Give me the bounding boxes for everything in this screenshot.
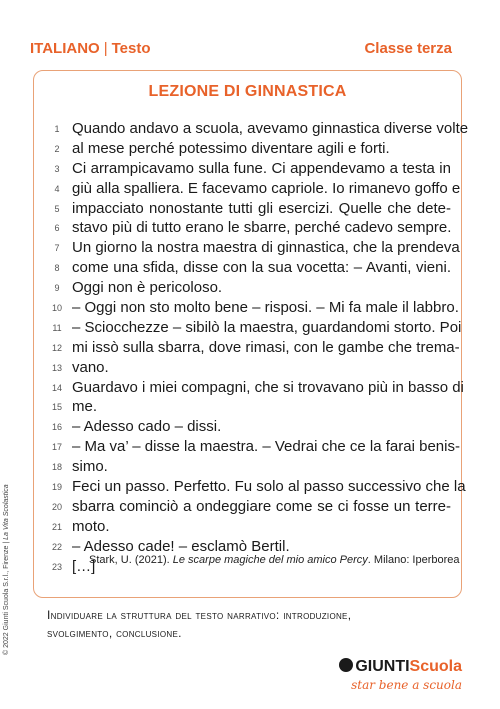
line-text: stavo più di tutto erano le sbarre, perché cadevo sempre. [72, 219, 452, 237]
instruction [47, 606, 351, 642]
line-number: 9 [54, 283, 60, 294]
copyright-text: © 2022 Giunti Scuola S.r.l., Firenze | [3, 539, 10, 655]
line-number: 22 [51, 541, 62, 552]
text-line [34, 119, 469, 139]
text-frame [33, 70, 469, 598]
line-number: 5 [54, 203, 60, 214]
header-separator: | [103, 40, 108, 57]
text-line [34, 358, 461, 378]
copyright-notice [3, 484, 10, 655]
line-number: 20 [51, 501, 62, 512]
line-number: 15 [51, 402, 62, 413]
line-text: come una sfida, disse con la sua vocetta: – Avanti, vieni. [72, 259, 451, 277]
text-line [34, 238, 461, 258]
line-number: 6 [54, 223, 60, 234]
instruction-line-2: svolgimento, conclusione. [47, 626, 182, 640]
text-line [34, 258, 461, 278]
copyright-magazine: La Vita Scolastica [3, 484, 10, 540]
line-text: sbarra cominciò a ondeggiare come se ci fosse un terre- [72, 497, 451, 515]
text-line [34, 199, 461, 219]
line-text: Guardavo i miei compagni, che si trovavano più in basso di [72, 378, 464, 396]
text-title: LEZIONE DI GINNASTICA [148, 83, 347, 100]
line-number: 2 [54, 143, 60, 154]
page-header [30, 40, 452, 62]
line-text: – Adesso cade! – esclamò Bertil. [72, 537, 290, 555]
line-number: 21 [51, 521, 62, 532]
text-line [34, 397, 461, 417]
line-number: 10 [51, 303, 62, 314]
logo-brand: GIUNTI [355, 658, 410, 675]
text-line [34, 298, 461, 318]
line-text: […] [72, 557, 96, 575]
line-number: 16 [51, 422, 62, 433]
line-text: Feci un passo. Perfetto. Fu solo al passo successivo che la [72, 478, 466, 496]
line-text: mi issò sulla sbarra, dove rimasi, con le gambe che trema- [72, 338, 460, 356]
line-text: – Oggi non sto molto bene – risposi. – Mi fa male il labbro. [72, 299, 459, 317]
text-line [34, 517, 461, 537]
line-text: giù alla spalliera. E facevamo capriole. Io rimanevo goffo e [72, 179, 461, 197]
line-text: impacciato nonostante tutti gli esercizi. Quelle che dete- [72, 199, 451, 217]
text-line [34, 218, 461, 238]
text-line [34, 139, 461, 159]
citation [89, 554, 460, 566]
line-text: simo. [72, 458, 108, 476]
text-line [34, 179, 461, 199]
subject-label [30, 40, 151, 57]
text-line [34, 417, 461, 437]
line-number: 8 [54, 263, 60, 274]
citation-book: Le scarpe magiche del mio amico Percy [172, 554, 368, 566]
text-line [34, 437, 461, 457]
line-number: 18 [51, 462, 62, 473]
line-text: – Adesso cado – dissi. [72, 418, 222, 436]
line-number: 17 [51, 442, 62, 453]
text-line [34, 318, 461, 338]
line-number: 4 [54, 183, 60, 194]
publisher-logo [342, 658, 462, 698]
line-number: 13 [51, 362, 62, 373]
subject-name: ITALIANO [30, 40, 100, 57]
line-number: 12 [51, 342, 62, 353]
text-line [34, 477, 466, 497]
text-line [34, 278, 461, 298]
text-line [34, 338, 461, 358]
logo-g-icon [339, 658, 353, 672]
text-line [34, 378, 464, 398]
line-number: 3 [54, 163, 60, 174]
line-number: 14 [51, 382, 62, 393]
line-text: vano. [72, 358, 109, 376]
line-text: al mese perché potessimo diventare agili e forti. [72, 139, 390, 157]
citation-publisher: . Milano: Iperborea [367, 554, 460, 566]
line-number: 19 [51, 482, 62, 493]
text-lines [34, 119, 469, 576]
line-text: Oggi non è pericoloso. [72, 279, 223, 297]
text-line [34, 159, 461, 179]
line-number: 23 [51, 561, 62, 572]
logo-tagline: star bene a scuola [351, 678, 462, 692]
line-number: 7 [54, 243, 60, 254]
line-text: Ci arrampicavamo sulla fune. Ci appendevamo a testa in [72, 159, 451, 177]
line-number: 1 [54, 124, 60, 134]
grade-label: Classe terza [364, 40, 452, 57]
text-line [34, 457, 461, 477]
instruction-line-1: Individuare la struttura del testo narrativo: introduzione, [47, 608, 352, 622]
line-number: 11 [52, 322, 62, 333]
line-text: moto. [72, 517, 110, 535]
line-text: Un giorno la nostra maestra di ginnastica, che la prendeva [72, 239, 460, 257]
line-text: – Sciocchezze – sibilò la maestra, guardandomi storto. Poi [72, 318, 462, 336]
line-text: me. [72, 398, 98, 416]
logo-brand-suffix: Scuola [409, 658, 462, 675]
line-text: Quando andavo a scuola, avevamo ginnastica diverse volte [72, 120, 469, 137]
line-text: – Ma va’ – disse la maestra. – Vedrai che ce la farai benis- [72, 438, 460, 456]
citation-author: Stark, U. (2021). [89, 554, 173, 566]
text-line [34, 497, 461, 517]
section-name: Testo [111, 40, 151, 57]
